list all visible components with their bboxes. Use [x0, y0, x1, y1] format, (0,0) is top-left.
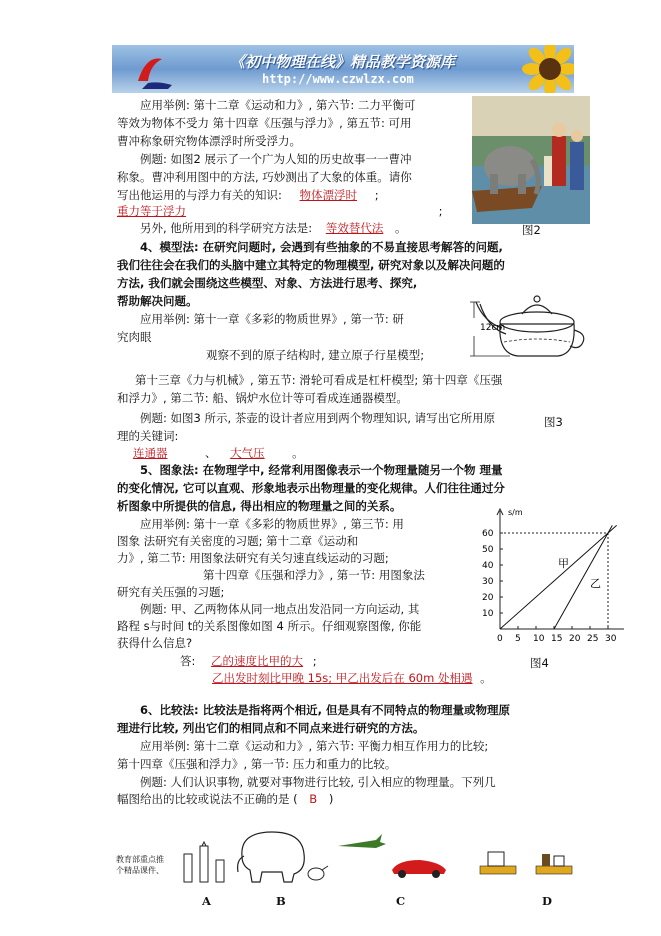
para1-example3-text: 写出他运用的与浮力有关的知识: — [117, 188, 282, 202]
sec5-example-line1: 例题: 甲、乙两物体从同一地点出发沿同一方向运动, 其 — [140, 602, 420, 616]
sec5-app-line2: 图象 法研究有关密度的习题; 第十二章《运动和 — [117, 534, 359, 548]
banner-url[interactable]: http://www.czwlzx.com — [262, 72, 414, 86]
x-tick-label: 25 — [587, 634, 599, 644]
s-t-chart — [478, 505, 628, 655]
sec6-heading-line2: 理进行比较, 列出它们的相同点和不同点来进行研究的方法。 — [117, 721, 425, 735]
teapot-dimension-label: 12cm — [480, 323, 506, 333]
y-tick-label: 10 — [482, 609, 494, 619]
series-line-1 — [554, 525, 612, 629]
para1-line1: 应用举例: 第十二章《运动和力》, 第六节: 二力平衡可 — [140, 98, 416, 112]
answer-floating: 物体漂浮时 — [299, 188, 358, 202]
figure-3-label: 图3 — [544, 415, 563, 429]
sec5-heading-line3: 析图象中所提供的信息, 得出相应的物理量之间的关系。 — [117, 499, 402, 513]
method-period: 。 — [395, 221, 407, 235]
option-b-label[interactable]: B — [276, 894, 286, 908]
answer-sep: 、 — [205, 446, 217, 460]
para1-example1: 例题: 如图2 展示了一个广为人知的历史故事一一曹冲 — [140, 152, 412, 166]
sec4-heading-line2: 我们往往会在我们的头脑中建立其特定的物理模型, 研究对象以及解决问题的 — [117, 258, 505, 272]
y-tick-label: 60 — [482, 529, 494, 539]
y-axis-label: s/m — [508, 508, 523, 517]
sec4-app-line5: 和浮力》, 第二节: 船、锅炉水位计等可看成连通器模型。 — [117, 391, 408, 405]
sec6-example-line1: 例题: 人们认识事物, 就要对事物进行比较, 引入相应的物理量。下列几 — [140, 775, 496, 789]
sec6-app-line1: 应用举例: 第十二章《运动和力》, 第六节: 平衡力相互作用力的比较; — [140, 739, 489, 753]
answer-label: 答: — [180, 654, 196, 668]
para1-method-text: 另外, 他所用到的科学研究方法是: — [140, 221, 313, 235]
sec4-example-line2: 理的关键词: — [117, 429, 179, 443]
footer-note2: 个精品课件、 — [116, 866, 164, 875]
y-tick-label: 50 — [482, 545, 494, 555]
answer-period: 。 — [292, 446, 304, 460]
sec5-app-line1: 应用举例: 第十一章《多彩的物质世界》, 第三节: 用 — [140, 517, 404, 531]
x-tick-label: 30 — [605, 634, 617, 644]
sec6-example-line2 — [117, 791, 333, 807]
sec5-app-line3: 力》, 第二节: 用图象法研究有关匀速直线运动的习题; — [117, 551, 389, 565]
x-tick-label: 10 — [533, 634, 545, 644]
x-tick-label: 15 — [551, 634, 563, 644]
sec5-example-line2: 路程 s与时间 t的关系图像如图 4 所示。仔细观察图像, 你能 — [117, 619, 422, 633]
answer1-separator: ; — [312, 654, 317, 668]
answer2-period: 。 — [480, 671, 492, 685]
x-tick-label: 20 — [569, 634, 581, 644]
para1-answer2-line — [117, 203, 443, 219]
sec5-heading-line1: 5、图象法: 在物理学中, 经常利用图像表示一个物理量随另一个物 理量 — [140, 463, 503, 477]
series-label-jia: 甲 — [558, 557, 569, 570]
cao-chong-elephant-image — [472, 96, 590, 224]
sec4-app-line2: 究肉眼 — [117, 330, 152, 344]
site-logo — [132, 51, 176, 89]
sec4-app-line4: 第十三章《力与机械》, 第五节: 滑轮可看成是杠杆模型; 第十四章《压强 — [135, 373, 503, 387]
choice-close-paren: ) — [328, 792, 334, 806]
sunflower-image — [522, 45, 574, 93]
sec5-app-line5: 研究有关压强的习题; — [117, 585, 225, 599]
answer-connected-vessel: 连通器 — [133, 446, 168, 460]
answer-atmospheric-pressure: 大气压 — [230, 446, 265, 460]
x-tick-label: 5 — [515, 634, 521, 644]
footer-note1: 教育部重点推 — [116, 855, 164, 864]
sec4-heading-line4: 帮助解决问题。 — [117, 294, 198, 308]
answer-speed-compare: 乙的速度比甲的大 — [211, 654, 304, 668]
sec5-example-line3: 获得什么信息? — [117, 636, 193, 650]
answer-separator: ; — [374, 188, 379, 202]
sec5-answer-line1 — [180, 653, 317, 669]
sec4-heading-line3: 方法, 我们就会围绕这些模型、对象、方法进行思考、探究, — [117, 276, 418, 290]
answer-start-time-meet: 乙出发时刻比甲晚 15s; 甲乙出发后在 60m 处相遇 — [212, 671, 473, 685]
sec5-answer-line2 — [212, 670, 492, 686]
answer-gravity-buoyancy: 重力等于浮力 — [117, 204, 186, 218]
figure-2-label: 图2 — [522, 223, 541, 237]
option-a-containers-image — [180, 840, 228, 884]
sec5-app-line4: 第十四章《压强和浮力》, 第一节: 用图象法 — [203, 568, 425, 582]
y-tick-label: 20 — [482, 593, 494, 603]
option-b-elephant-mouse-image — [232, 826, 330, 886]
x-tick-label: 0 — [497, 634, 503, 644]
option-a-label[interactable]: A — [202, 894, 211, 908]
choice-answer: B — [309, 792, 318, 806]
option-d-balance-image — [478, 846, 574, 880]
sec4-app-line3: 观察不到的原子结构时, 建立原子行星模型; — [206, 348, 425, 362]
sec6-heading-line1: 6、比较法: 比较法是指将两个相近, 但是具有不同特点的物理量或物理原 — [140, 703, 510, 717]
series-label-yi: 乙 — [590, 577, 601, 590]
option-c-label[interactable]: C — [396, 894, 406, 908]
y-tick-label: 40 — [482, 561, 494, 571]
answer2-separator: ; — [438, 204, 443, 218]
sec4-heading-line1: 4、模型法: 在研究问题时, 会遇到有些抽象的不易直接思考解答的问题, — [140, 240, 503, 254]
option-c-plane-car-image — [336, 832, 450, 878]
y-tick-label: 30 — [482, 577, 494, 587]
para1-example3 — [117, 187, 379, 203]
para1-line3: 曹冲称象研究物体漂浮时所受浮力。 — [117, 134, 301, 148]
header-banner — [112, 45, 574, 93]
sec4-example-line1: 例题: 如图3 所示, 茶壶的设计者应用到两个物理知识, 请写出它所用原 — [140, 411, 496, 425]
sec6-example-text: 幅图给出的比较或说法不正确的是 ( — [117, 792, 298, 806]
sec6-app-line2: 第十四章《压强和浮力》, 第一节: 压力和重力的比较。 — [117, 757, 397, 771]
teapot-figure — [470, 282, 590, 382]
answer-method: 等效替代法 — [325, 221, 384, 235]
banner-title: 《初中物理在线》精品教学资源库 — [230, 53, 456, 71]
para1-example2: 称象。曹冲利用图中的方法, 巧妙测出了大象的体重。请你 — [117, 170, 412, 184]
figure-4-label: 图4 — [530, 656, 549, 670]
option-d-label[interactable]: D — [542, 894, 552, 908]
sec4-app-line1: 应用举例: 第十一章《多彩的物质世界》, 第一节: 研 — [140, 312, 404, 326]
sec4-answer-line — [133, 445, 304, 461]
sec5-heading-line2: 的变化情况, 它可以直观、形象地表示出物理量的变化规律。人们往往通过分 — [117, 481, 505, 495]
para1-line2: 等效为物体不受力 第十四章《压强与浮力》, 第五节: 可用 — [117, 116, 412, 130]
para1-method-line — [140, 220, 407, 236]
